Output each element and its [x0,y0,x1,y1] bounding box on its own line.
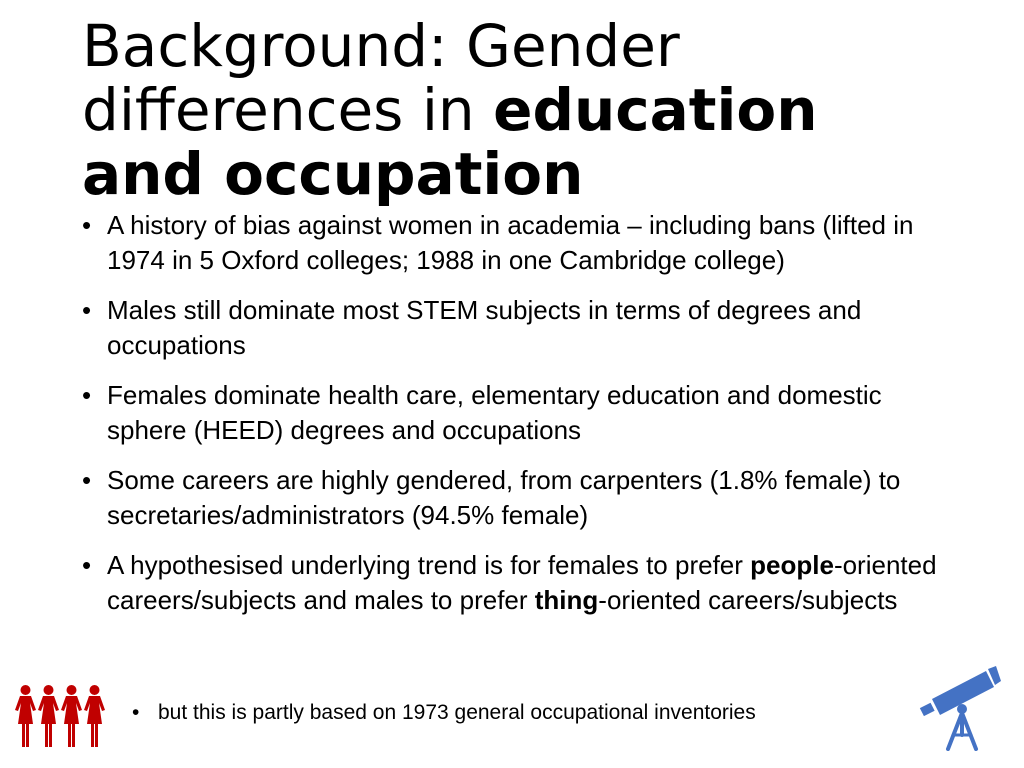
bullet-item [82,208,942,277]
bullet-list [82,208,942,633]
sub-bullet-item [132,698,948,728]
slide-title [82,14,942,206]
women-group-icon [14,684,106,748]
bullet-dot: • [82,550,92,580]
bullet-dot: • [132,701,140,724]
bullet-dot: • [82,295,92,325]
bullet-dot: • [82,210,92,240]
title-regular: Background: Gender differences in [82,12,680,144]
bullet-text-part: -oriented careers/subjects and males to prefer [107,550,937,615]
title-bold: education and occupation [82,76,818,208]
bullet-item [82,293,942,362]
bullet-dot: • [82,465,92,495]
bullet-text-bold: thing [534,584,599,615]
bullet-text [107,550,937,615]
bullet-item [82,378,942,447]
bullet-text: Females dominate health care, elementary education and domestic sphere (HEED) degrees and occupations [107,380,882,445]
bullet-text-bold: people [750,550,834,580]
telescope-icon [916,665,1002,751]
bullet-text: Males still dominate most STEM subjects in terms of degrees and occupations [107,295,862,360]
bullet-item [82,463,942,532]
bullet-text-part: -oriented careers/subjects [598,584,898,615]
bullet-text-part: A hypothesised underlying trend is for females to prefer [107,550,751,580]
bullet-text: A history of bias against women in academia – including bans (lifted in 1974 in 5 Oxford colleges; 1988 in one Cambridge college) [107,210,914,275]
sub-bullet-text: but this is partly based on 1973 general occupational inventories [158,701,756,724]
bullet-text: Some careers are highly gendered, from carpenters (1.8% female) to secretaries/administrators (94.5% female) [107,465,901,530]
bullet-item [82,548,942,617]
bullet-dot: • [82,380,92,410]
